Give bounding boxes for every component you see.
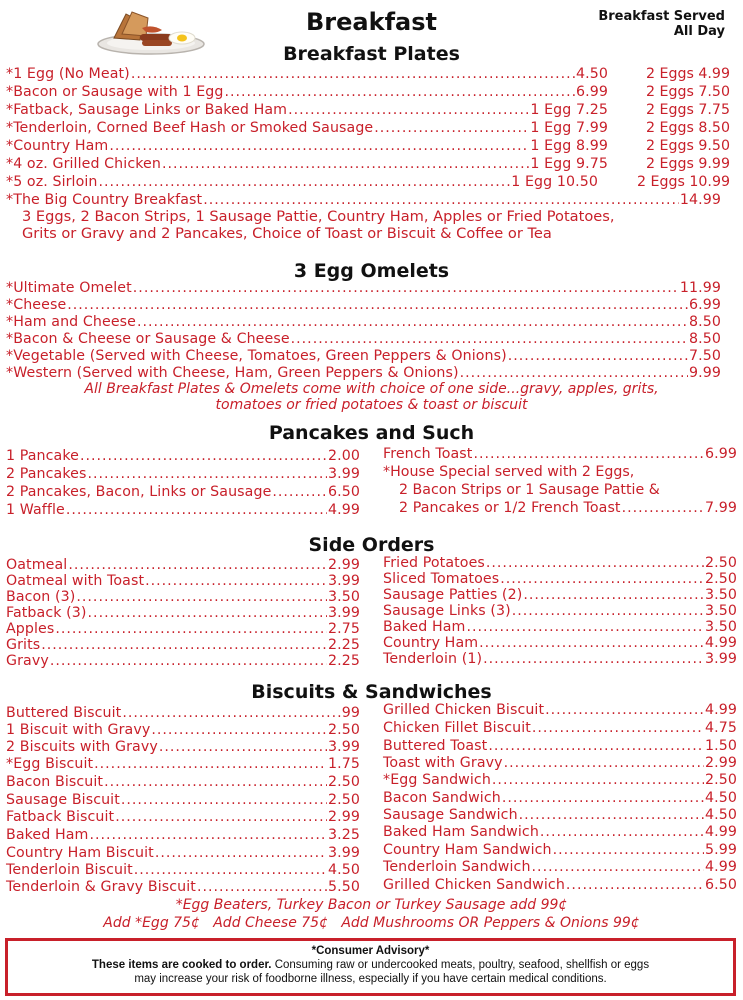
house-special-line: *House Special served with 2 Eggs, (383, 464, 635, 480)
menu-item: Bacon Biscuit ..... 2.50 (6, 774, 360, 791)
menu-item: *Egg Biscuit ..... 1.75 (6, 756, 360, 773)
menu-item: Baked Ham ..... 3.25 (6, 827, 360, 844)
menu-item: 1 Biscuit with Gravy ..... 2.50 (6, 722, 360, 739)
menu-item: Buttered Toast ..... 1.50 (383, 738, 737, 755)
menu-item: Tenderloin & Gravy Biscuit ..... 5.50 (6, 879, 360, 896)
menu-item: French Toast ..... 6.99 (383, 446, 737, 463)
consumer-advisory-box (5, 938, 736, 996)
menu-item: Tenderloin Sandwich ..... 4.99 (383, 859, 737, 876)
menu-item-house-special: 2 Pancakes or 1/2 French Toast ..... 7.99 (399, 500, 737, 517)
menu-item: Country Ham Biscuit ..... 3.99 (6, 845, 360, 862)
menu-item: *Tenderloin, Corned Beef Hash or Smoked Sausage ..... 1 Egg 7.99 (6, 120, 608, 137)
menu-item: Apples ..... 2.75 (6, 621, 360, 638)
advisory-line (8, 958, 733, 972)
menu-item: Grilled Chicken Biscuit ..... 4.99 (383, 702, 737, 719)
two-egg-price: 2 Eggs 10.99 (636, 174, 730, 190)
section-heading-omelets: 3 Egg Omelets (293, 260, 450, 282)
menu-item: Fatback (3) ..... 3.99 (6, 605, 360, 622)
menu-item: Country Ham ..... 4.99 (383, 635, 737, 652)
menu-item: Sausage Biscuit ..... 2.50 (6, 792, 360, 809)
big-country-desc: 3 Eggs, 2 Bacon Strips, 1 Sausage Pattie, Country Ham, Apples or Fried Potatoes, (22, 208, 615, 225)
section-heading-sides: Side Orders (308, 534, 435, 556)
omelet-side-note: All Breakfast Plates & Omelets come with choice of one side...gravy, apples, grits, (84, 381, 659, 397)
two-egg-price: 2 Eggs 8.50 (645, 120, 730, 136)
section-heading-biscuits: Biscuits & Sandwiches (251, 681, 492, 703)
menu-item: 1 Pancake ..... 2.00 (6, 448, 360, 465)
house-special-line: 2 Bacon Strips or 1 Sausage Pattie & (399, 482, 660, 498)
advisory-bold: These items are cooked to order. (91, 959, 272, 971)
menu-item: Grilled Chicken Sandwich ..... 6.50 (383, 877, 737, 894)
menu-item: Tenderloin Biscuit ..... 4.50 (6, 862, 360, 879)
menu-item: *Egg Sandwich ..... 2.50 (383, 772, 737, 789)
menu-item: 2 Biscuits with Gravy ..... 3.99 (6, 739, 360, 756)
big-country-desc: Grits or Gravy and 2 Pancakes, Choice of Toast or Biscuit & Coffee or Tea (22, 225, 552, 242)
menu-item: Grits ..... 2.25 (6, 637, 360, 654)
menu-item: Sliced Tomatoes ..... 2.50 (383, 571, 737, 588)
menu-item: *Country Ham ..... 1 Egg 8.99 (6, 138, 608, 155)
menu-item: *Vegetable (Served with Cheese, Tomatoes, Green Peppers & Onions) ..... 7.50 (6, 348, 721, 365)
two-egg-price: 2 Eggs 9.99 (645, 156, 730, 172)
menu-item: Oatmeal with Toast ..... 3.99 (6, 573, 360, 590)
menu-item: Tenderloin (1) ..... 3.99 (383, 651, 737, 668)
two-egg-price: 2 Eggs 9.50 (645, 138, 730, 154)
advisory-title: *Consumer Advisory* (311, 945, 430, 957)
section-heading-plates: Breakfast Plates (283, 43, 460, 65)
menu-item: Sausage Sandwich ..... 4.50 (383, 807, 737, 824)
menu-item: 2 Pancakes ..... 3.99 (6, 466, 360, 483)
page-title: Breakfast (306, 8, 437, 36)
menu-item: 2 Pancakes, Bacon, Links or Sausage ..... 6.50 (6, 484, 360, 501)
menu-item: Baked Ham ..... 3.50 (383, 619, 737, 636)
menu-item: *Bacon or Sausage with 1 Egg ..... 6.99 (6, 84, 608, 101)
menu-item: *Bacon & Cheese or Sausage & Cheese ..... 8.50 (6, 331, 721, 348)
menu-item: Chicken Fillet Biscuit ..... 4.75 (383, 720, 737, 737)
menu-item: *5 oz. Sirloin ..... 1 Egg 10.50 (6, 174, 598, 191)
menu-item: Country Ham Sandwich ..... 5.99 (383, 842, 737, 859)
section-heading-pancakes: Pancakes and Such (268, 422, 475, 444)
menu-item: *Western (Served with Cheese, Ham, Green Peppers & Onions) ..... 9.99 (6, 365, 721, 382)
menu-item: *Cheese ..... 6.99 (6, 297, 721, 314)
two-egg-price: 2 Eggs 7.75 (645, 102, 730, 118)
two-egg-price: 2 Eggs 7.50 (645, 84, 730, 100)
two-egg-price: 2 Eggs 4.99 (645, 66, 730, 82)
menu-item: Sausage Links (3) ..... 3.50 (383, 603, 737, 620)
menu-item: Gravy ..... 2.25 (6, 653, 360, 670)
menu-item: Fried Potatoes ..... 2.50 (383, 555, 737, 572)
menu-item: *4 oz. Grilled Chicken ..... 1 Egg 9.75 (6, 156, 608, 173)
menu-item-big-country: *The Big Country Breakfast ..... 14.99 (6, 192, 721, 209)
menu-item: *Fatback, Sausage Links or Baked Ham ..... 1 Egg 7.25 (6, 102, 608, 119)
menu-item: Bacon (3) ..... 3.50 (6, 589, 360, 606)
served-note-line1: Breakfast Served (598, 9, 725, 24)
addon-note: *Egg Beaters, Turkey Bacon or Turkey Sausage add 99¢ (175, 897, 568, 913)
menu-item: Sausage Patties (2) ..... 3.50 (383, 587, 737, 604)
menu-item: Toast with Gravy ..... 2.99 (383, 755, 737, 772)
addon-note: Add *Egg 75¢ Add Cheese 75¢ Add Mushrooms OR Peppers & Onions 99¢ (103, 915, 640, 931)
served-note-line2: All Day (673, 24, 725, 39)
menu-item: 1 Waffle ..... 4.99 (6, 502, 360, 519)
menu-item: Buttered Biscuit ..... .99 (6, 705, 360, 722)
menu-item: *Ham and Cheese ..... 8.50 (6, 314, 721, 331)
advisory-text: Consuming raw or undercooked meats, poultry, seafood, shellfish or eggs (271, 959, 650, 971)
menu-item: Baked Ham Sandwich ..... 4.99 (383, 824, 737, 841)
menu-item: Fatback Biscuit ..... 2.99 (6, 809, 360, 826)
advisory-line: may increase your risk of foodborne illness, especially if you have certain medical conditions. (134, 973, 607, 985)
omelet-side-note: tomatoes or fried potatoes & toast or biscuit (215, 397, 528, 413)
menu-item: *1 Egg (No Meat) ..... 4.50 (6, 66, 608, 83)
menu-item: Oatmeal ..... 2.99 (6, 557, 360, 574)
menu-item: Bacon Sandwich ..... 4.50 (383, 790, 737, 807)
menu-item: *Ultimate Omelet ..... 11.99 (6, 280, 721, 297)
